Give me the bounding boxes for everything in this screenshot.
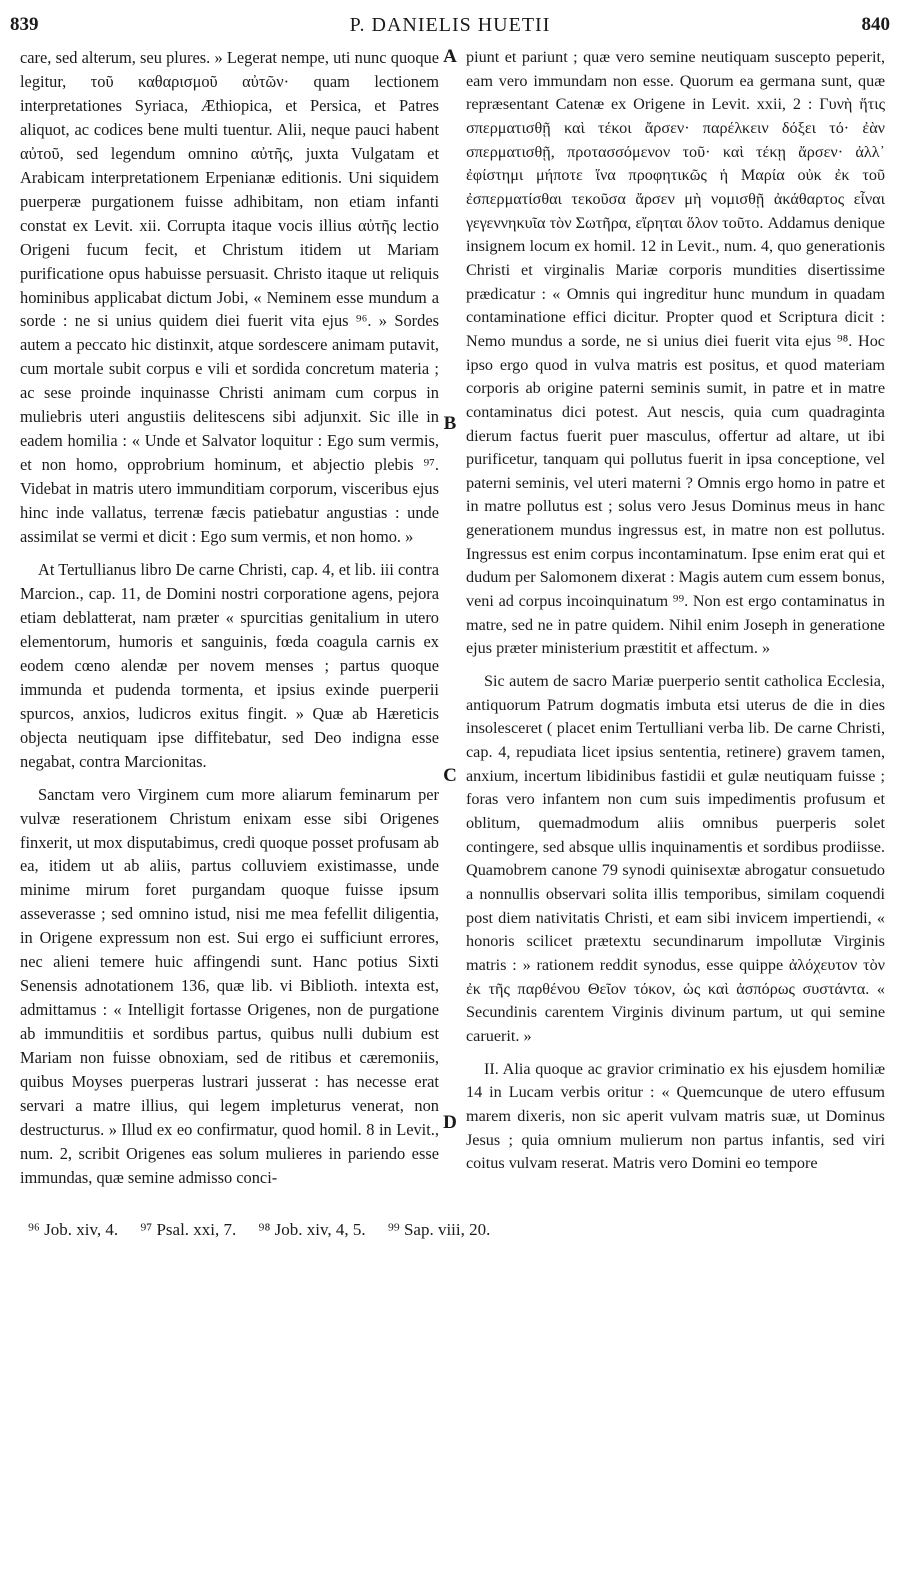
margin-letter-d: D xyxy=(443,1112,457,1133)
left-paragraph-1: care, sed alterum, seu plures. » Legerat nempe, uti nunc quoque legitur, τοῦ καθαρισμοῦ αὐτῶν· quam lectionem interpretationes Syriaca, Æthiopica, et Persica, et Patres aliquot, ac codices bene multi tuentur. Alii, neque pauci habent αὐτοῦ, sed legendum omnino αὐτῆς, juxta Vulgatam et Arabicam interpretationem Erpenianæ editionis. Uni siquidem puerperæ purgationem fuisse adhibitam, non etiam infanti constat ex Levit. xii. Corrupta itaque vocis illius αὐτῆς lectio Origeni fucum fecit, et Christum itidem ut Mariam purificatione opus habuisse persuasit. Christo itaque ut reliquis hominibus applicabat dictum Jobi, « Neminem esse mundum a sorde : ne si unius quidem diei fuerit vita ejus ⁹⁶. » Sordes autem a peccato hic distinxit, atque sordescere animam putavit, cum mortale subit corpus e vili et sordida concretum materia ; ac sese proinde inquinasse Christi animam cum corpus in muliebris uteri angustiis delitescens sibi adjunxit. Sic ille in eadem homilia : « Unde et Salvator loquitur : Ego sum vermis, et non homo, opprobrium hominum, et abjectio plebis ⁹⁷. Videbat in matris utero immunditiam corporum, visceribus ejus hinc inde vallatus, terrenæ fæcis patiebatur angustias : unde assimilat se vermi et dicit : Ego sum vermis, et non homo. » xyxy=(20,48,439,547)
footnote-96: ⁹⁶ Job. xiv, 4. xyxy=(28,1220,119,1239)
footnote-99: ⁹⁹ Sap. viii, 20. xyxy=(387,1220,491,1239)
left-paragraph-2: At Tertullianus libro De carne Christi, cap. 4, et lib. iii contra Marcion., cap. 11, de Domini nostri corporatione agens, pejora etiam deblatterat, nam præter « spurcitias genitalium in utero elementorum, humoris et sanguinis, fœda coagula carnis ex eodem cœno alendæ per novem menses ; partus quoque immunda et pudenda tormenta, et ipsius exinde puerperii spurcos, anxios, ludicros exitus fingit. » Quæ ab Hæreticis objecta neutiquam ipse diffitebatur, sed Deo indigna esse negabat, contra Marcionitas. xyxy=(20,560,439,771)
footnote-98: ⁹⁸ Job. xiv, 4, 5. xyxy=(258,1220,366,1239)
right-paragraph-1: piunt et pariunt ; quæ vero semine neutiquam suscepto peperit, eam vero immundam non esse. Quorum ea germana sunt, quæ repræsentant Catenæ ex Origene in Levit. xxii, 2 : Γυνὴ ἥτις σπερματισθῇ καὶ τέκοι ἄρσεν· παρέλκειν δόξει τό· ἐὰν σπερματισθῇ, προτασσόμενον τοῦ· καὶ τέκῃ ἄρσεν· ἀλλ᾽ ἐφίστημι μήποτε ἵνα προφητικῶς ἡ Μαρία οὐκ ἐκ τοῦ ἐσπερματίσθαι τεκοῦσα ἄρσεν μὴ νομισθῇ ἀκάθαρτος εἶναι γεγεννηκυῖα τὸν Σωτῆρα, εἴρηται ὅλον τοῦτο. Addamus denique insignem locum ex homil. 12 in Levit., num. 4, quo generationis Christi et virginalis Mariæ corporis mundities disertissime prædicatur : « Omnis qui ingreditur hunc mundum in quadam contaminatione effici dicitur. Propter quod et Scriptura dicit : Nemo mundus a sorde, ne si unius diei fuerit vita ejus ⁹⁸. Hoc ipso ergo quod in vulva matris est positus, et quod materiam corporis ab origine paterni seminis sumit, in patre et in matre contaminatus dici potest. Aut nescis, quia cum quadraginta dierum factus fuerit puer masculus, offertur ad altare, ut ibi purificetur, tanquam qui pollutus fuerit in ipsa conceptione, vel paterni seminis, vel uteri materni ? Omnis ergo homo in patre et in matre pollutus est ; solus vero Jesus Dominus meus in hanc generationem mundus ingressus est, in matre non est pollutus. Ingressus est enim corpus incontaminatum. Ipse enim erat qui et dudum per Salomonem dixerat : Magis autem cum essem bonus, veni ad corpus incoinquinatum ⁹⁹. Non est ergo contaminatus in matre, sed ne in patre quidem. Nihil enim Joseph in generatione ejus præter ministerium præstitit et affectum. » xyxy=(466,48,886,658)
right-column xyxy=(466,46,885,1176)
left-paragraph-3: Sanctam vero Virginem cum more aliarum feminarum per vulvæ reserationem Christum enixam esse sibi Origenes finxerit, ut mox disputabimus, credi quoque posset profusam ab ea, itidem ut ab aliis, partus colluviem existimasse, unde minime mirum foret purgandam quoque fuisse ipsum asseverasse ; sed omnino istud, nisi me mea fefellit diligentia, in Origene expressum non est. Sui ergo ei sufficiunt errores, nec alieni temere huic affingendi sunt. Hanc potius Sixti Senensis adnotationem 136, quæ lib. vi Biblioth. intexta est, admittamus : « Intelligit fortasse Origenes, non de purgatione ab immunditiis et sordibus partus, quibus nulli dubium est Mariam non fuisse obnoxiam, sed de ritibus et cæremoniis, quibus Moyses puerperas lustrari jusserat : has necesse erat servari a matre illius, qui legem impleturus venerat, non destructurus. » Illud ex eo confirmatur, quod homil. 8 in Levit., num. 2, scribit Origenes eas solum mulieres in pariendo esse immundas, quæ semine admisso conci- xyxy=(20,784,439,1187)
margin-letter-c: C xyxy=(443,765,457,786)
page-header xyxy=(10,14,890,42)
margin-letter-b: B xyxy=(443,413,457,434)
page-number-right: 840 xyxy=(861,14,890,35)
running-title: P. DANIELIS HUETII xyxy=(349,14,551,36)
right-paragraph-2: Sic autem de sacro Mariæ puerperio sentit catholica Ecclesia, antiquorum Patrum dogmatis imbuta etsi uterus de die in dies insolesceret ( placet enim Tertulliani verba lib. De carne Christi, cap. 4, repudiata licet ipsius sententia, retinere) gravem tamen, anxium, incertum libidinibus fastidii et gulæ neutiquam fuisse ; foras vero infantem non cum suis impedimentis profusum et oblitum, quemadmodum aliis omnibus puerperis solet contingere, sed absque ullis inquinamentis et sordibus prodiisse. Quamobrem canone 79 synodi quinisextæ abrogatur consuetudo a nonnullis observari solita illis temporibus, similam coquendi post diem nativitatis Christi, et eam sibi invicem impertiendi, « honoris scilicet prætextu secundinarum impollutæ Virginis matris : » rationem reddit synodus, esse quippe ἀλόχευτον τὸν ἐκ τῆς παρθένου Θεῖον τόκον, ὡς καὶ ἀσπόρως συστάντα. « Secundinis carentem Virginis divinum partum, ut qui semine caruerit. » xyxy=(466,672,885,1045)
right-paragraph-3: II. Alia quoque ac gravior criminatio ex his ejusdem homiliæ 14 in Lucam verbis oritur : « Quemcunque de utero effusum marem dixeris, non sic aperit vulvam matris suæ, ut Dominus Jesus ; quia omnium mulierum non partus infantis, sed viri coitus vulvam reserat. Matris vero Domini eo tempore xyxy=(466,1059,885,1173)
margin-letter-a: A xyxy=(443,46,457,67)
left-column xyxy=(20,46,439,1190)
page-number-left: 839 xyxy=(10,14,39,35)
footnote-97: ⁹⁷ Psal. xxi, 7. xyxy=(140,1220,237,1239)
footnotes xyxy=(28,1220,868,1240)
